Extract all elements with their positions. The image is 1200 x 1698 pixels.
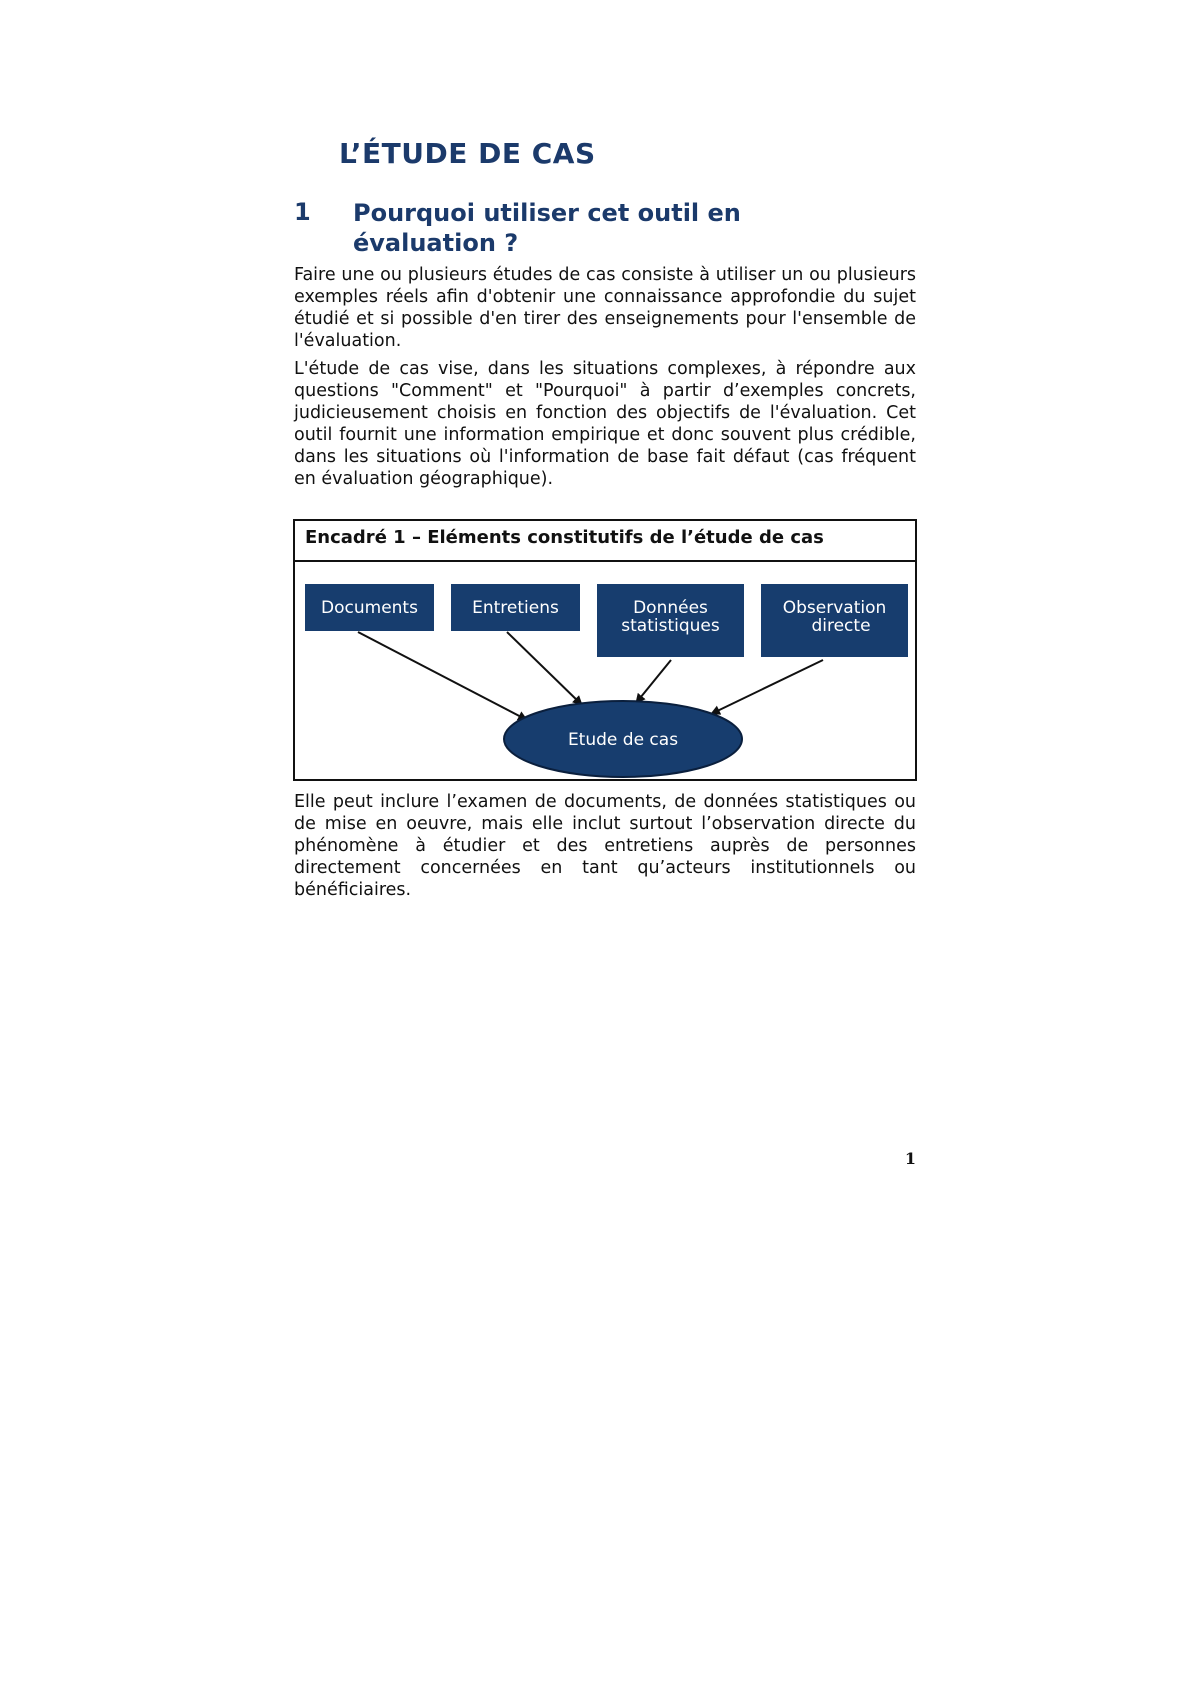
node-observation-label-line2: directe [811,616,871,636]
node-donnees-label-line2: statistiques [621,616,720,636]
section-number: 1 [294,198,311,226]
encadre-title: Encadré 1 – Eléments constitutifs de l’étude de cas [295,521,915,562]
node-etude-de-cas [504,701,742,777]
node-donnees-statistiques [597,584,744,657]
node-documents-label: Documents [321,598,418,618]
paragraph-intro: Faire une ou plusieurs études de cas consiste à utiliser un ou plusieurs exemples réels afin d'obtenir une connaissance approfondie du sujet étudié et si possible d'en tirer des enseignements pour l'ensemble de l'évaluation. [294,265,916,351]
arrow-observation [711,660,823,714]
section-heading: Pourquoi utiliser cet outil en évaluation ? [353,199,741,257]
case-study-diagram [295,521,915,779]
node-documents [305,584,434,631]
node-entretiens-label: Entretiens [472,598,559,618]
arrow-documents [358,632,527,720]
paragraph-purpose: L'étude de cas vise, dans les situations complexes, à répondre aux questions "Comment" et "Pourquoi" à partir d’exemples concrets, judicieusement choisis en fonction des objectifs de l'évaluation. Cet outil fournit une information empirique et donc souvent plus crédible, dans les situations où l'information de base fait défaut (cas fréquent en évaluation géographique). [294,359,916,489]
encadre-box [293,519,917,781]
arrow-entretiens [507,632,582,705]
node-observation-label-line1: Observation [782,598,887,618]
node-observation-directe [761,584,908,657]
node-donnees-label-line1: Données [633,598,708,618]
paragraph-content: Elle peut inclure l’examen de documents, de données statistiques ou de mise en oeuvre, mais elle inclut surtout l’observation directe du phénomène à étudier et des entretiens auprès de personnes directement concernées en tant qu’acteurs institutionnels ou bénéficiaires. [294,792,916,900]
page-number: 1 [904,1149,916,1168]
node-etude-de-cas-label: Etude de cas [567,730,679,750]
arrow-donnees [636,660,671,703]
node-entretiens [451,584,580,631]
page-title: L’ÉTUDE DE CAS [339,137,596,170]
